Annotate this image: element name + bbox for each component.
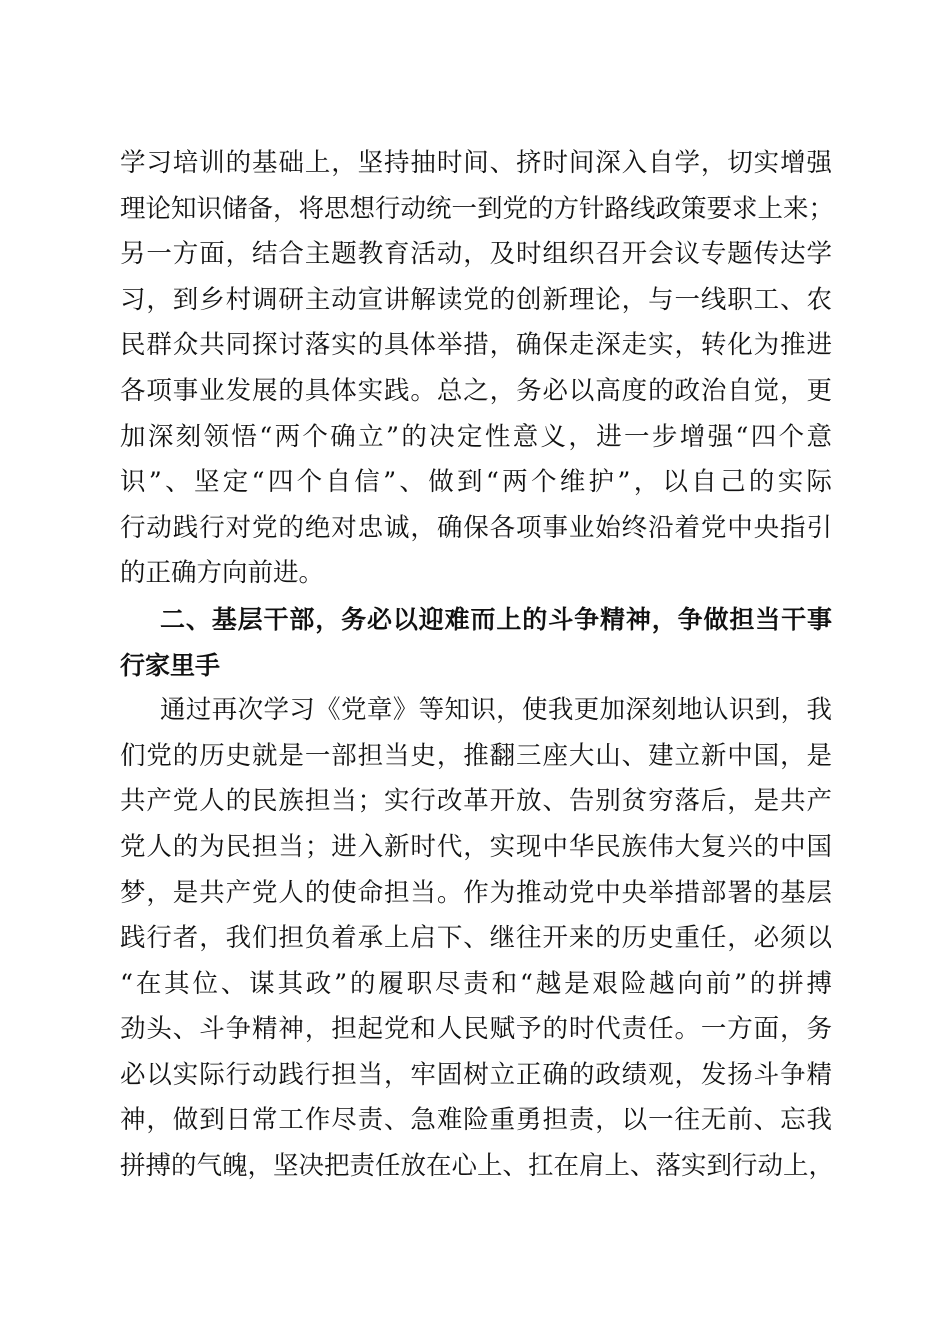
text-line: 必以实际行动践行担当，牢固树立正确的政绩观，发扬斗争精 (120, 1059, 832, 1090)
text-line: 行动践行对党的绝对忠诚，确保各项事业始终沿着党中央指引 (120, 512, 832, 543)
text-line: 党人的为民担当；进入新时代，实现中华民族伟大复兴的中国 (120, 831, 832, 862)
text-line: 通过再次学习《党章》等知识，使我更加深刻地认识到，我 (160, 695, 832, 726)
text-line: 的正确方向前进。 (120, 558, 325, 589)
document-body (120, 141, 835, 1190)
text-line: 识”、坚定“四个自信”、做到“两个维护”，以自己的实际 (120, 467, 832, 498)
text-line: 民群众共同探讨落实的具体举措，确保走深走实，转化为推进 (120, 330, 832, 361)
text-line: 劲头、斗争精神，担起党和人民赋予的时代责任。一方面，务 (120, 1014, 832, 1045)
text-line: 践行者，我们担负着承上启下、继往开来的历史重任，必须以 (120, 923, 832, 954)
text-line: 共产党人的民族担当；实行改革开放、告别贫穷落后，是共产 (120, 786, 832, 817)
text-line: 拼搏的气魄，坚决把责任放在心上、扛在肩上、落实到行动上， (120, 1151, 835, 1182)
section-heading (120, 597, 832, 688)
text-line: 加深刻领悟“两个确立”的决定性意义，进一步增强“四个意 (120, 421, 832, 452)
text-line: 神，做到日常工作尽责、急难险重勇担责，以一往无前、忘我 (120, 1105, 832, 1136)
text-line: 理论知识储备，将思想行动统一到党的方针路线政策要求上来； (120, 193, 835, 224)
paragraph-continuation (120, 141, 835, 597)
text-line: “在其位、谋其政”的履职尽责和“越是艰险越向前”的拼搏 (120, 968, 832, 999)
text-line: 学习培训的基础上，坚持抽时间、挤时间深入自学，切实增强 (120, 148, 832, 178)
heading-line: 行家里手 (120, 650, 221, 680)
text-line: 习，到乡村调研主动宣讲解读党的创新理论，与一线职工、农 (120, 284, 832, 315)
text-line: 各项事业发展的具体实践。总之，务必以高度的政治自觉，更 (120, 375, 832, 406)
paragraph-body (120, 688, 835, 1190)
text-line: 梦，是共产党人的使命担当。作为推动党中央举措部署的基层 (120, 877, 832, 908)
heading-line: 二、基层干部，务必以迎难而上的斗争精神，争做担当干事 (160, 604, 832, 634)
text-line: 另一方面，结合主题教育活动，及时组织召开会议专题传达学 (120, 239, 832, 270)
text-line: 们党的历史就是一部担当史，推翻三座大山、建立新中国，是 (120, 740, 832, 771)
